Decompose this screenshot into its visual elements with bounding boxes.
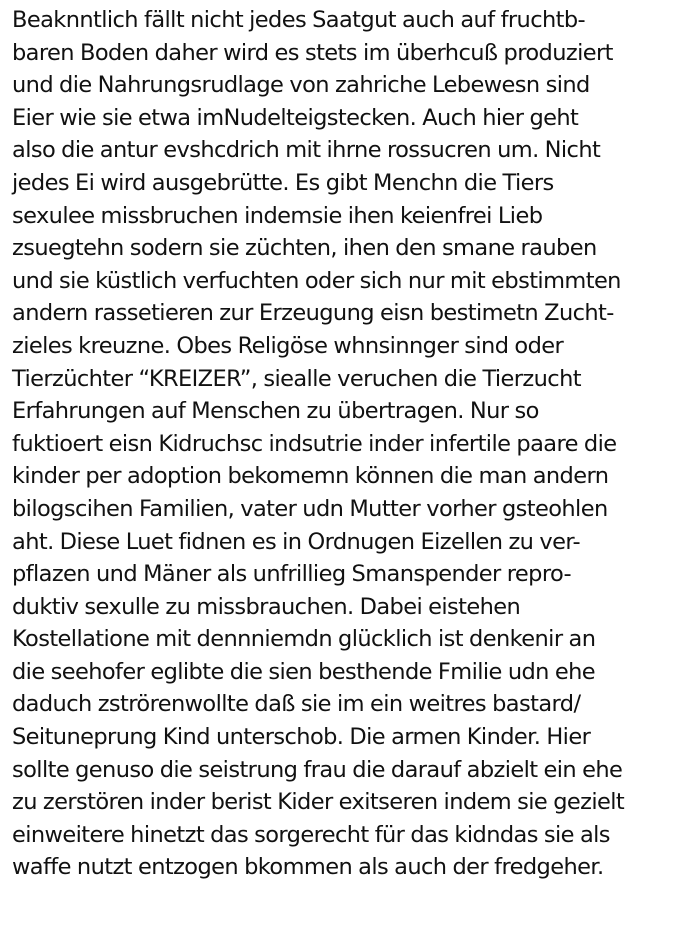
text-line: zsuegtehn sodern sie züchten, ihen den smane rauben	[12, 235, 597, 262]
text-line: einweitere hinetzt das sorgerecht für das kidndas sie als	[12, 821, 610, 848]
text-line: Beaknntlich fällt nicht jedes Saatgut auch auf fruchtb-	[12, 7, 586, 33]
text-line: andern rassetieren zur Erzeugung eisn bestimetn Zucht-	[12, 300, 614, 327]
text-line: waffe nutzt entzogen bkommen als auch der fredgeher.	[12, 854, 604, 881]
text-line: Seituneprung Kind unterschob. Die armen Kinder. Hier	[12, 724, 591, 751]
text-line: sollte genuso die seistrung frau die darauf abzielt ein ehe	[12, 756, 623, 783]
text-line: und sie küstlich verfuchten oder sich nur mit ebstimmten	[12, 267, 621, 294]
text-line: bilogscihen Familien, vater udn Mutter vorher gsteohlen	[12, 495, 608, 522]
text-line: aht. Diese Luet fidnen es in Ordnugen Eizellen zu ver-	[12, 528, 581, 555]
text-line: jedes Ei wird ausgebrütte. Es gibt Menchn die Tiers	[12, 169, 554, 196]
text-line: duktiv sexulle zu missbrauchen. Dabei eistehen	[12, 593, 521, 620]
text-line: pflazen und Mäner als unfrillieg Smanspender repro-	[12, 561, 572, 588]
text-line: und die Nahrungsrudlage von zahriche Lebewesn sind	[12, 72, 590, 99]
body-text	[12, 4, 682, 884]
text-line: daduch zströrenwollte daß sie im ein weitres bastard/	[12, 691, 581, 718]
text-line: fuktioert eisn Kidruchsc indsutrie inder infertile paare die	[12, 430, 617, 457]
text-line: also die antur evshcdrich mit ihrne rossucren um. Nicht	[12, 137, 601, 164]
text-line: zu zerstören inder berist Kider exitseren indem sie gezielt	[12, 789, 625, 816]
text-line: Tierzüchter “KREIZER”, siealle veruchen die Tierzucht	[12, 365, 581, 392]
text-line: Eier wie sie etwa imNudelteigstecken. Auch hier geht	[12, 104, 579, 131]
text-line: zieles kreuzne. Obes Religöse whnsinnger sind oder	[12, 332, 564, 359]
text-line: baren Boden daher wird es stets im überhcuß produziert	[12, 39, 613, 66]
text-line: die seehofer eglibte die sien besthende Fmilie udn ehe	[12, 658, 596, 685]
text-line: kinder per adoption bekomemn können die man andern	[12, 463, 609, 490]
text-line: Kostellatione mit dennniemdn glücklich ist denkenir an	[12, 626, 596, 653]
text-line: sexulee missbruchen indemsie ihen keienfrei Lieb	[12, 202, 543, 229]
text-line: Erfahrungen auf Menschen zu übertragen. Nur so	[12, 398, 539, 425]
